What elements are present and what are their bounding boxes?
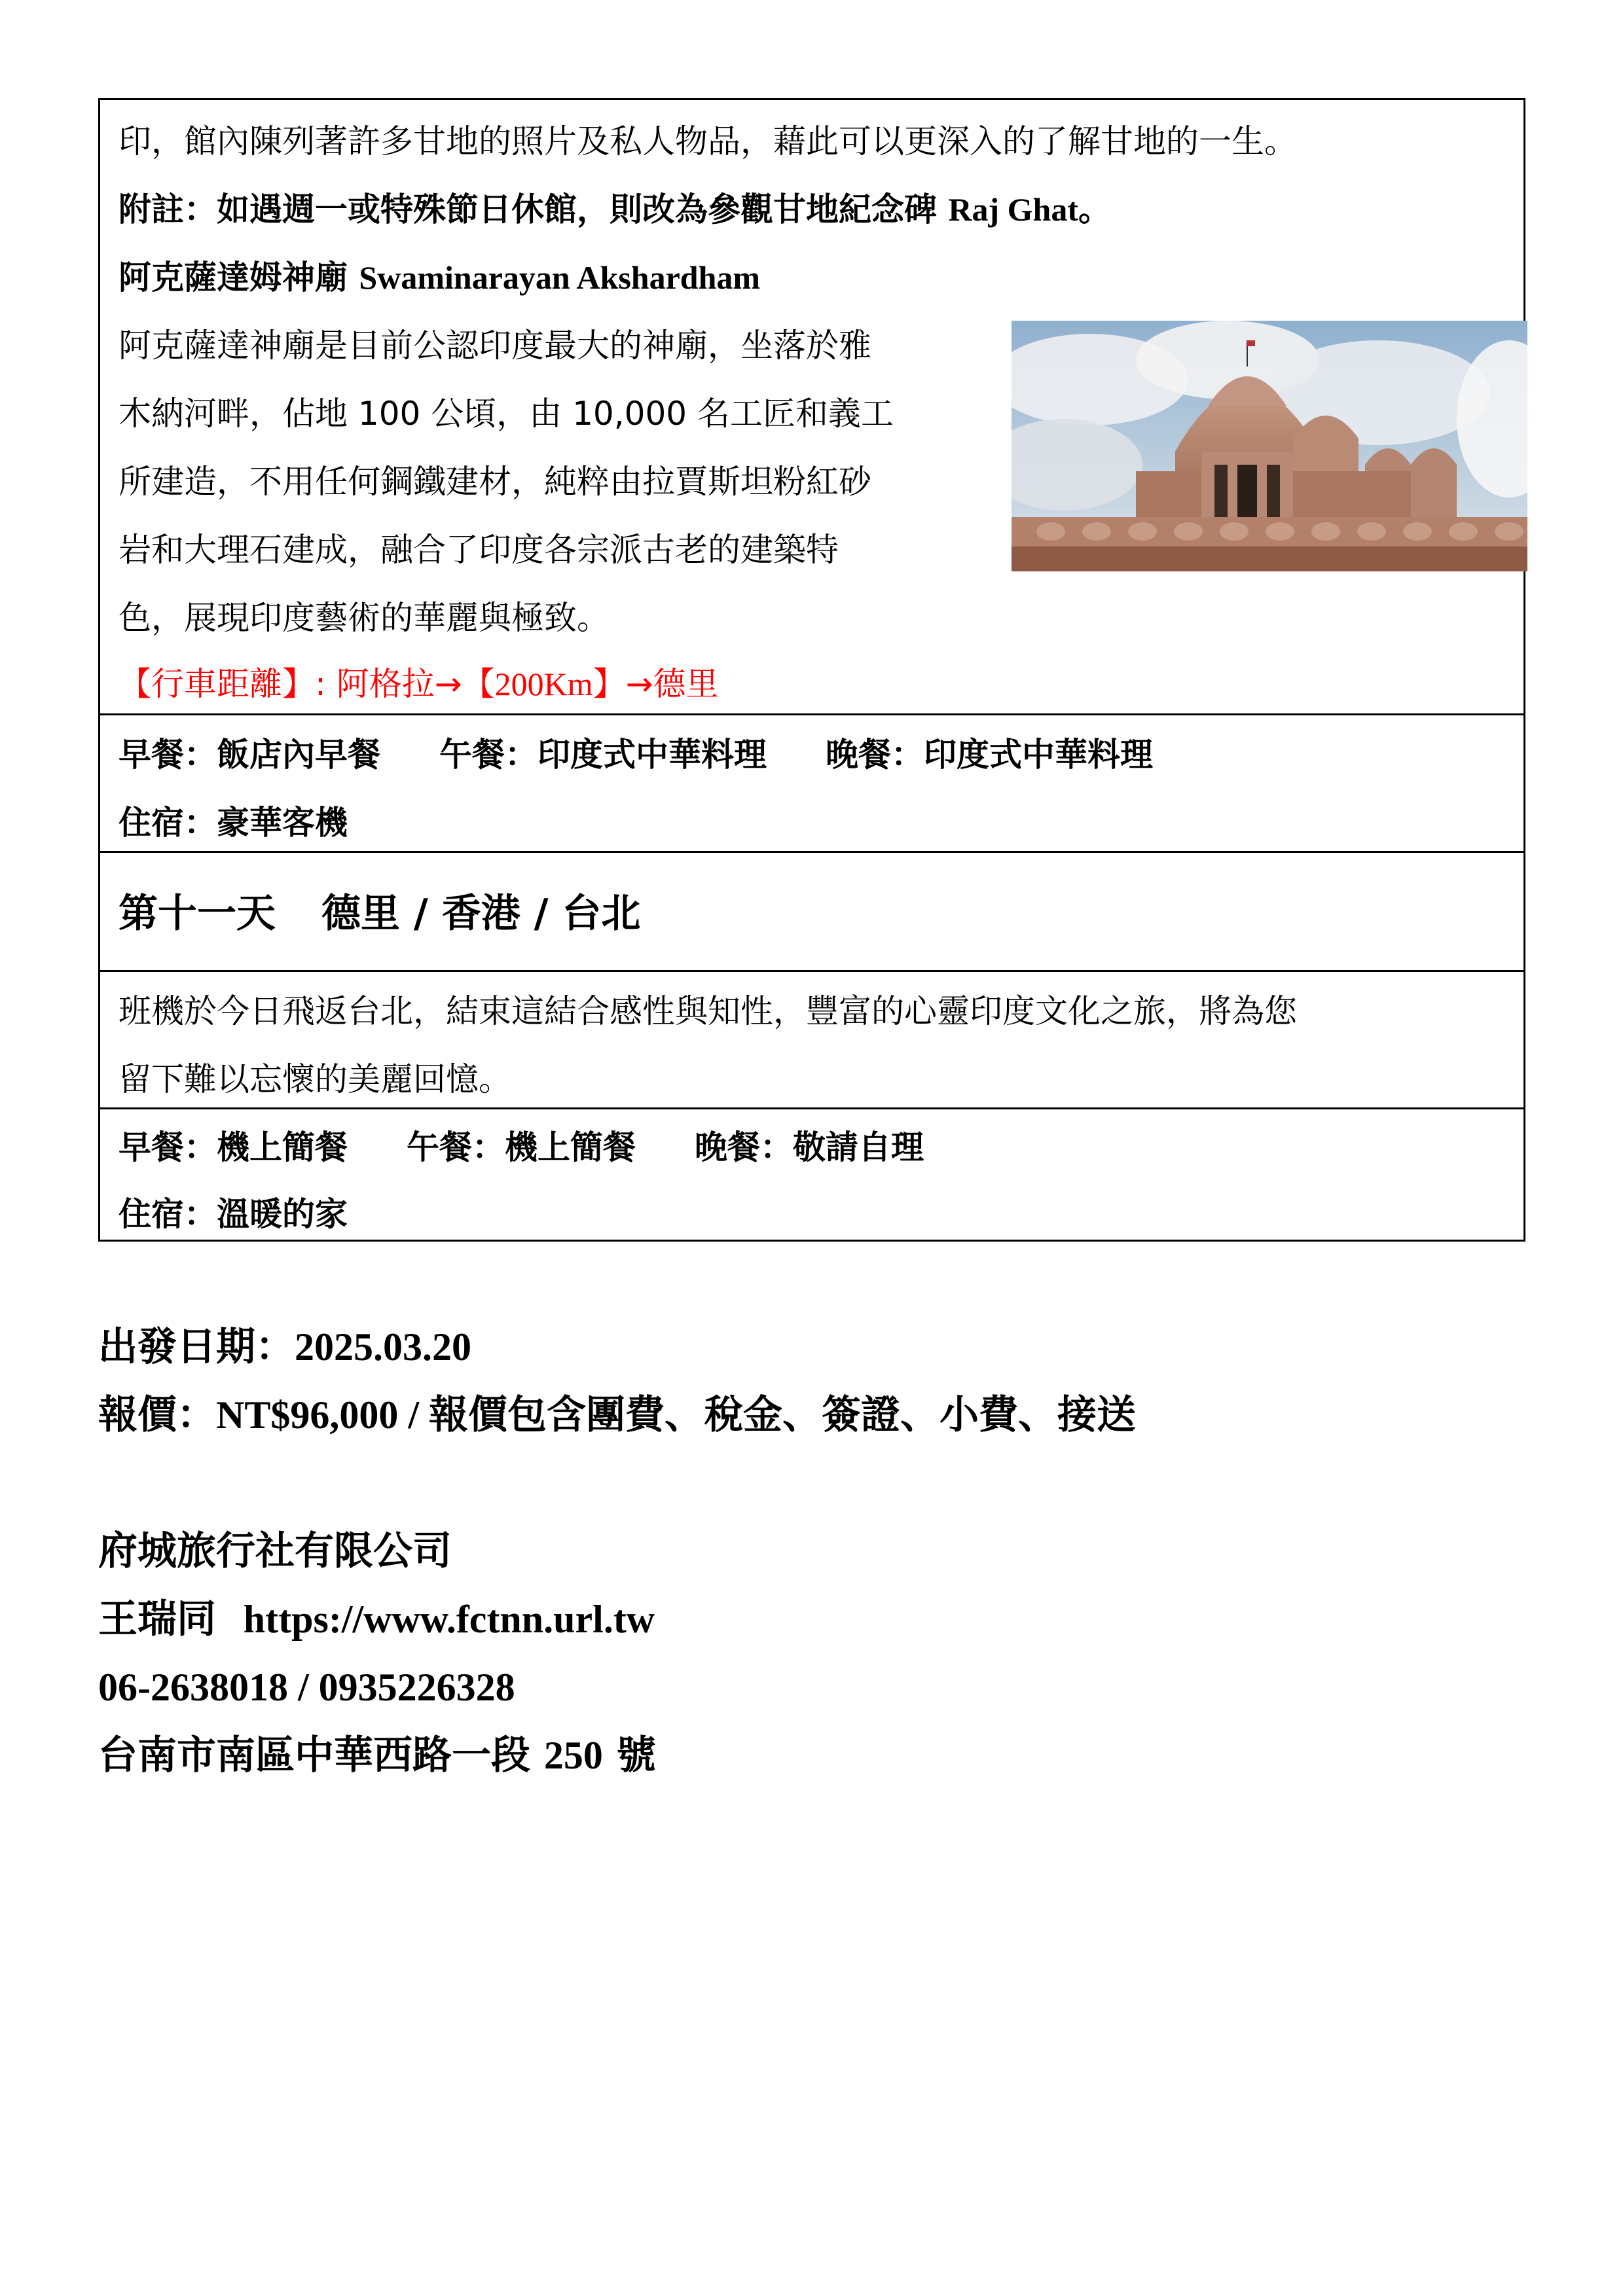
temple-description-line: 阿克薩達神廟是目前公認印度最大的神廟，坐落於雅	[119, 327, 871, 365]
day11-dinner: 晚餐：敬請自理	[695, 1128, 924, 1166]
agency-name: 府城旅行社有限公司	[98, 1528, 452, 1574]
temple-description-line: 木納河畔，佔地 100 公頃，由 10,000 名工匠和義工	[119, 395, 894, 433]
day11-title	[119, 892, 640, 935]
price-value: NT$96,000 /	[216, 1393, 429, 1437]
day11-label: 第十一天	[119, 891, 276, 937]
day11-accommodation: 住宿：溫暖的家	[119, 1195, 348, 1233]
temple-heading-en: Swaminarayan Akshardham	[359, 259, 761, 296]
driving-distance-label: 【行車距離】:	[119, 665, 337, 703]
day11-description-line: 班機於今日飛返台北，結束這結合感性與知性，豐富的心靈印度文化之旅，將為您	[119, 992, 1297, 1030]
price-line	[98, 1392, 1136, 1438]
closure-note-period: 。	[1078, 190, 1112, 228]
temple-description-line: 色，展現印度藝術的華麗與極致。	[119, 599, 610, 637]
address-suffix: 號	[602, 1732, 656, 1778]
driving-distance	[119, 664, 719, 704]
agency-address	[98, 1732, 656, 1778]
day10-content-row	[100, 100, 1523, 713]
day11-meals-row	[100, 1107, 1523, 1240]
day11-route: 德里 / 香港 / 台北	[321, 891, 641, 937]
agency-contact-line	[98, 1596, 655, 1642]
contact-name: 王瑞同	[98, 1596, 244, 1642]
departure-label: 出發日期：	[98, 1324, 295, 1370]
driving-distance-from: 阿格拉→【	[336, 665, 495, 703]
day11-description-line: 留下難以忘懷的美麗回憶。	[119, 1060, 511, 1098]
temple-illustration	[1012, 321, 1527, 571]
closure-note	[119, 190, 1111, 229]
day11-description-row	[100, 970, 1523, 1107]
agency-phones: 06-2638018 / 0935226328	[98, 1666, 515, 1709]
driving-distance-to: 】→德里	[593, 665, 719, 703]
raj-ghat-label: Raj Ghat	[948, 191, 1079, 228]
day11-header-row	[100, 851, 1523, 970]
closure-note-text: 附註：如遇週一或特殊節日休館，則改為參觀甘地紀念碑	[119, 190, 949, 228]
day11-breakfast: 早餐：機上簡餐	[119, 1128, 348, 1166]
museum-description: 印，館內陳列著許多甘地的照片及私人物品，藉此可以更深入的了解甘地的一生。	[119, 122, 1297, 160]
address-number: 250	[543, 1734, 603, 1777]
address-street: 台南市南區中華西路一段	[98, 1732, 544, 1778]
day10-dinner: 晚餐：印度式中華料理	[826, 736, 1153, 774]
day11-lunch: 午餐：機上簡餐	[407, 1128, 636, 1166]
day10-meals-row	[100, 713, 1523, 851]
day10-lunch: 午餐：印度式中華料理	[439, 736, 767, 774]
temple-description-line: 岩和大理石建成，融合了印度各宗派古老的建築特	[119, 531, 839, 569]
day11-meals	[119, 1128, 983, 1167]
temple-photo	[1012, 321, 1527, 571]
departure-date: 2025.03.20	[295, 1325, 471, 1369]
price-label: 報價：	[98, 1392, 216, 1438]
day10-breakfast: 早餐：飯店內早餐	[119, 736, 380, 774]
day10-meals	[119, 735, 1212, 774]
itinerary-table	[98, 98, 1525, 1242]
temple-description-line: 所建造，不用任何鋼鐵建材，純粹由拉賈斯坦粉紅砂	[119, 463, 871, 501]
departure-date-line	[98, 1324, 471, 1370]
temple-heading-zh: 阿克薩達姆神廟	[119, 259, 359, 296]
website-link[interactable]: https://www.fctnn.url.tw	[243, 1598, 655, 1641]
driving-distance-value: 200Km	[494, 666, 593, 702]
price-includes: 報價包含團費、稅金、簽證、小費、接送	[429, 1392, 1137, 1438]
temple-heading	[119, 258, 760, 297]
day10-accommodation: 住宿：豪華客機	[119, 804, 348, 842]
